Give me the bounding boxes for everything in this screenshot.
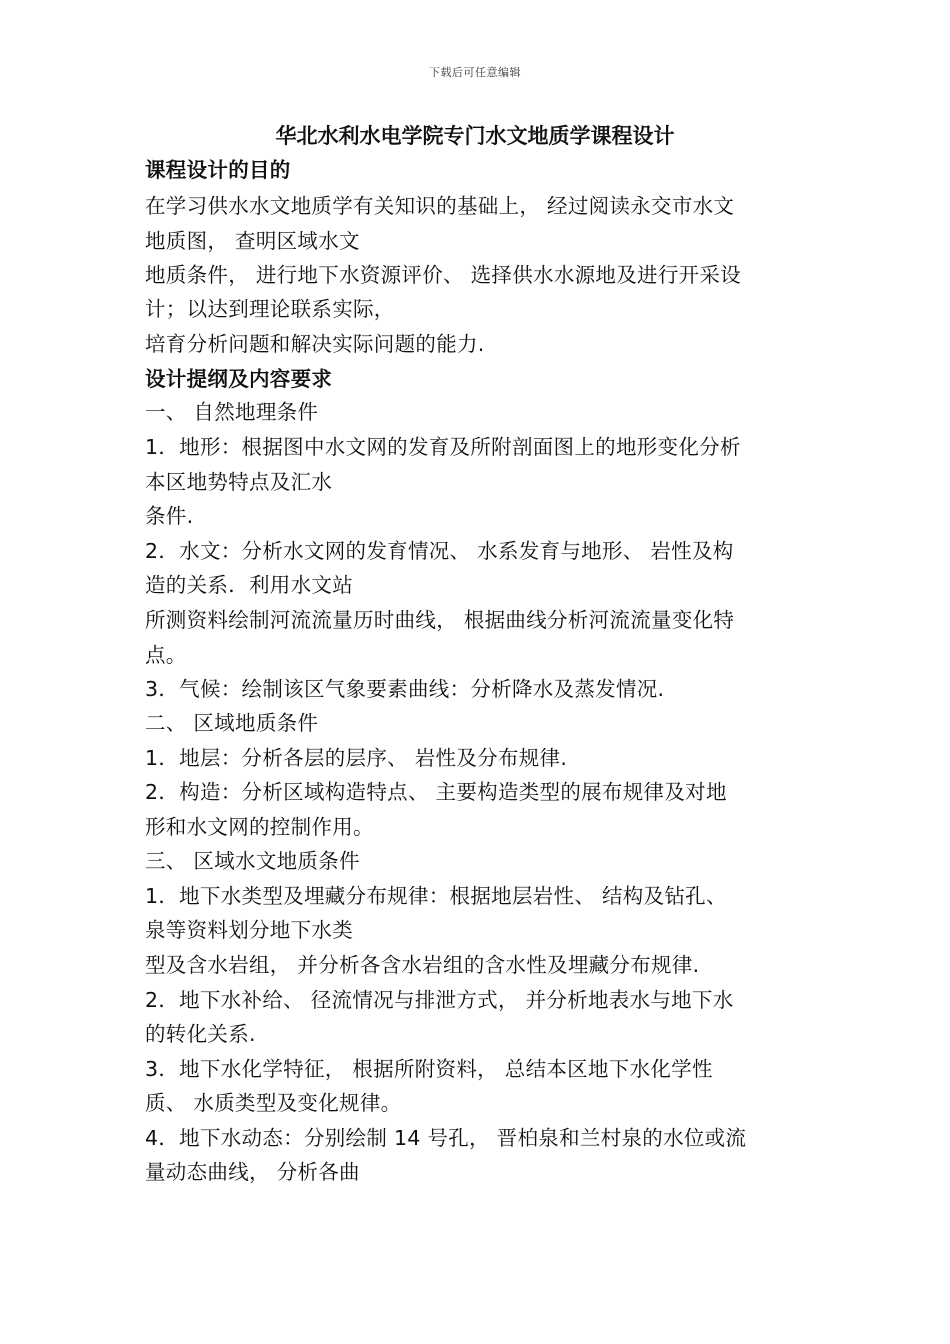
body-line: 泉等资料划分地下水类 [145, 918, 353, 942]
body-line: 2．构造：分析区域构造特点、 主要构造类型的展布规律及对地 [145, 780, 727, 804]
subsection-heading: 二、 区域地质条件 [145, 711, 319, 735]
subsection-heading: 三、 区域水文地质条件 [145, 849, 360, 873]
body-line: 造的关系．利用水文站 [145, 573, 353, 597]
document-title: 华北水利水电学院专门水文地质学课程设计 [275, 124, 675, 148]
body-line: 形和水文网的控制作用。 [145, 815, 374, 839]
section-heading-outline: 设计提纲及内容要求 [145, 367, 333, 391]
body-line: 点。 [145, 643, 187, 667]
body-line: 1．地形：根据图中水文网的发育及所附剖面图上的地形变化分析 [145, 435, 741, 459]
body-line: 地质图， 查明区域水文 [145, 229, 360, 253]
body-line: 2．水文：分析水文网的发育情况、 水系发育与地形、 岩性及构 [145, 539, 734, 563]
body-line: 地质条件， 进行地下水资源评价、 选择供水水源地及进行开采设 [145, 263, 742, 287]
body-line: 3．地下水化学特征， 根据所附资料， 总结本区地下水化学性 [145, 1057, 713, 1081]
body-line: 4．地下水动态：分别绘制 14 号孔， 晋柏泉和兰村泉的水位或流 [145, 1126, 747, 1150]
body-line: 2．地下水补给、 径流情况与排泄方式， 并分析地表水与地下水 [145, 988, 734, 1012]
body-line: 培育分析问题和解决实际问题的能力. [145, 332, 485, 356]
body-line: 质、 水质类型及变化规律。 [145, 1091, 402, 1115]
body-line: 本区地势特点及汇水 [145, 470, 333, 494]
body-line: 在学习供水水文地质学有关知识的基础上， 经过阅读永交市水文 [145, 194, 735, 218]
body-line: 1．地下水类型及埋藏分布规律：根据地层岩性、 结构及钻孔、 [145, 884, 727, 908]
body-line: 3．气候：绘制该区气象要素曲线：分析降水及蒸发情况. [145, 677, 665, 701]
header-note: 下载后可任意编辑 [429, 66, 521, 79]
body-line: 所测资料绘制河流流量历时曲线， 根据曲线分析河流流量变化特 [145, 608, 735, 632]
body-line: 计；以达到理论联系实际， [145, 297, 395, 321]
body-line: 条件. [145, 504, 194, 528]
body-line: 的转化关系. [145, 1022, 256, 1046]
section-heading-purpose: 课程设计的目的 [145, 158, 291, 182]
body-line: 1．地层：分析各层的层序、 岩性及分布规律. [145, 746, 568, 770]
body-line: 型及含水岩组， 并分析各含水岩组的含水性及埋藏分布规律. [145, 953, 700, 977]
subsection-heading: 一、 自然地理条件 [145, 400, 319, 424]
body-line: 量动态曲线， 分析各曲 [145, 1160, 360, 1184]
